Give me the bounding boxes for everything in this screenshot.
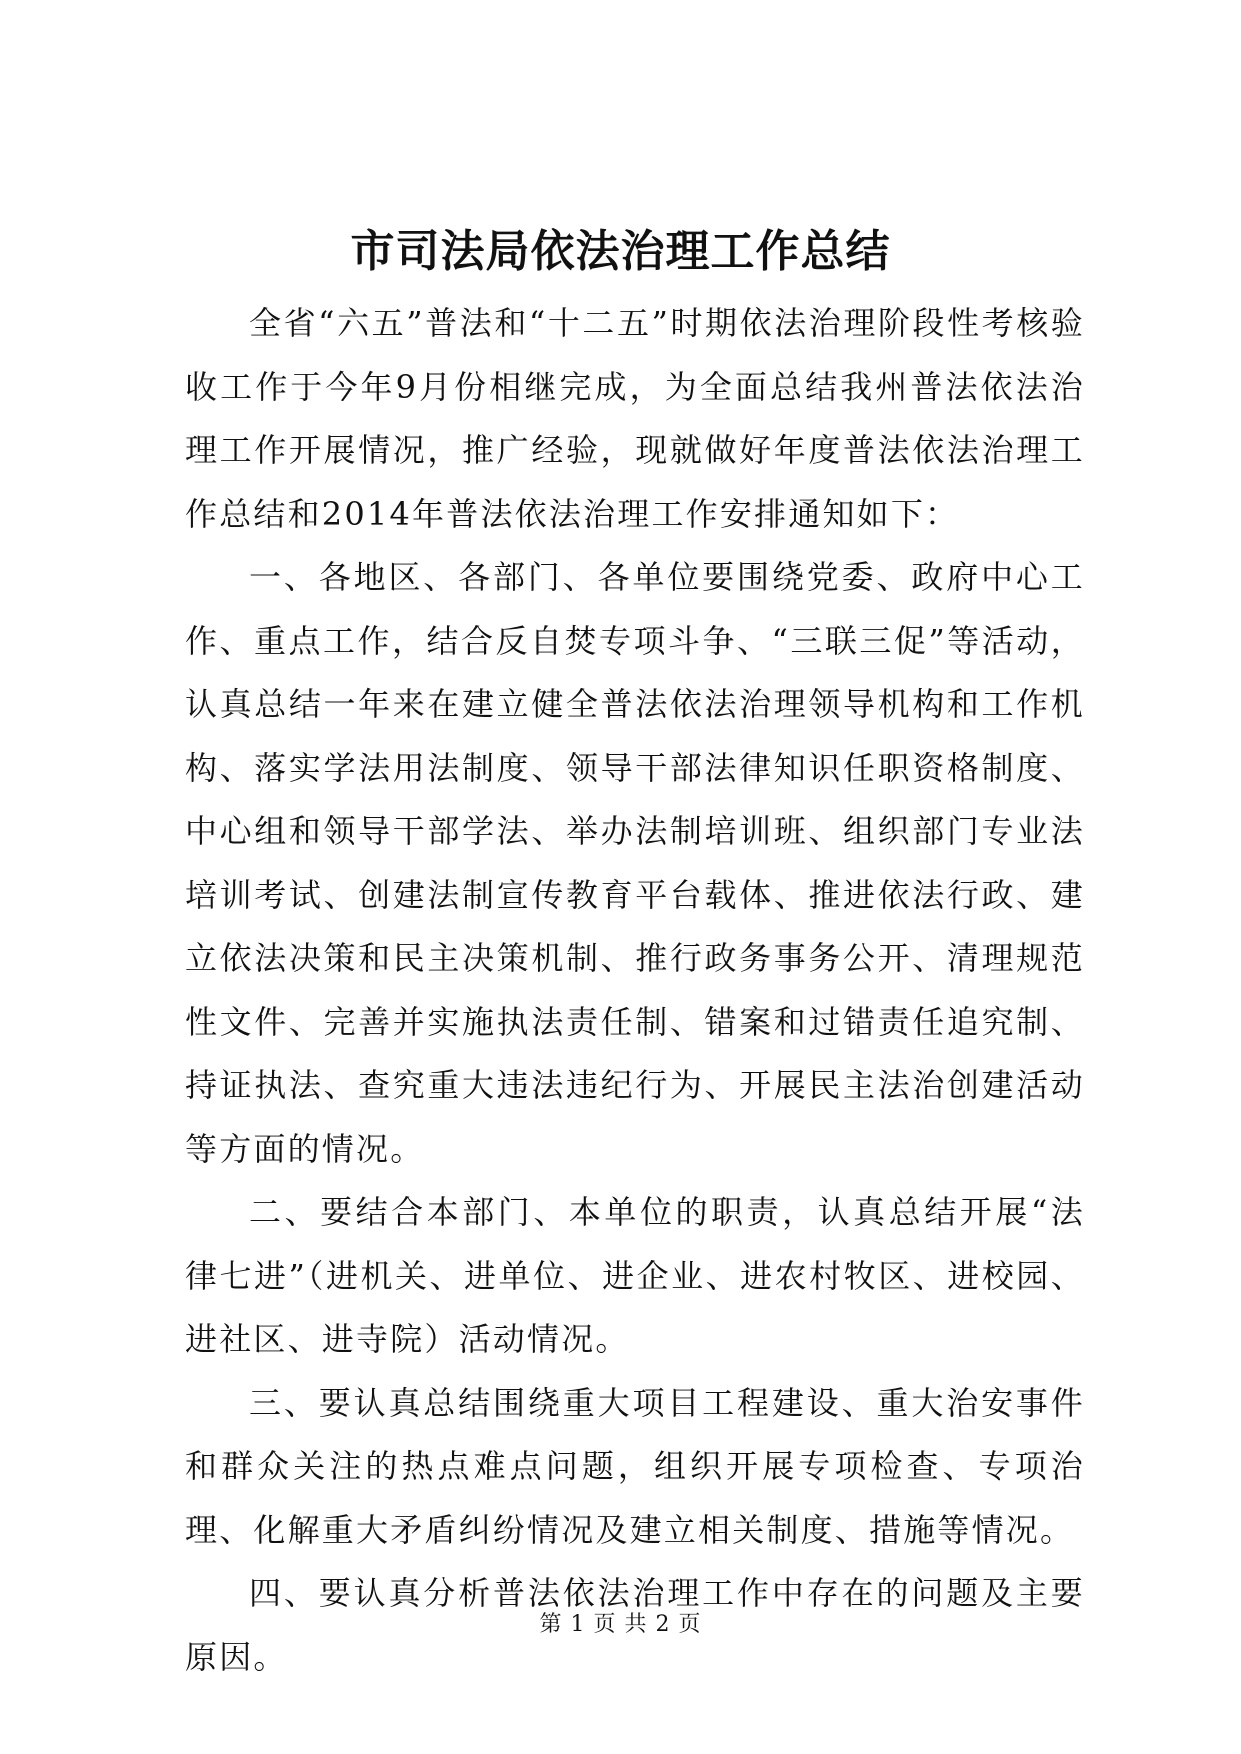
paragraph-intro: 全省“六五”普法和“十二五”时期依法治理阶段性考核验收工作于今年9月份相继完成，为全面总结我州普法依法治理工作开展情况，推广经验，现就做好年度普法依法治理工作总结和2014年普法依法治理工作安排通知如下： [185, 304, 1085, 533]
document-title: 市司法局依法治理工作总结 [350, 226, 891, 277]
paragraph-item-1: 一、各地区、各部门、各单位要围绕党委、政府中心工作、重点工作，结合反自焚专项斗争、“三联三促”等活动，认真总结一年来在建立健全普法依法治理领导机构和工作机构、落实学法用法制度、领导干部法律知识任职资格制度、中心组和领导干部学法、举办法制培训班、组织部门专业法培训考试、创建法制宣传教育平台载体、推进依法行政、建立依法决策和民主决策机制、推行政务事务公开、清理规范性文件、完善并实施执法责任制、错案和过错责任追究制、持证执法、查究重大违法违纪行为、开展民主法治创建活动等方面的情况。 [185, 558, 1085, 1168]
paragraph-item-3: 三、要认真总结围绕重大项目工程建设、重大治安事件和群众关注的热点难点问题，组织开展专项检查、专项治理、化解重大矛盾纠纷情况及建立相关制度、措施等情况。 [185, 1383, 1085, 1549]
paragraph-item-2: 二、要结合本部门、本单位的职责，认真总结开展“法律七进”（进机关、进单位、进企业、进农村牧区、进校园、进社区、进寺院）活动情况。 [185, 1193, 1085, 1358]
page-number-footer: 第 1 页 共 2 页 [539, 1612, 702, 1637]
paragraph-item-4: 四、要认真分析普法依法治理工作中存在的问题及主要原因。 [185, 1574, 1085, 1676]
document-body [185, 292, 1085, 1689]
